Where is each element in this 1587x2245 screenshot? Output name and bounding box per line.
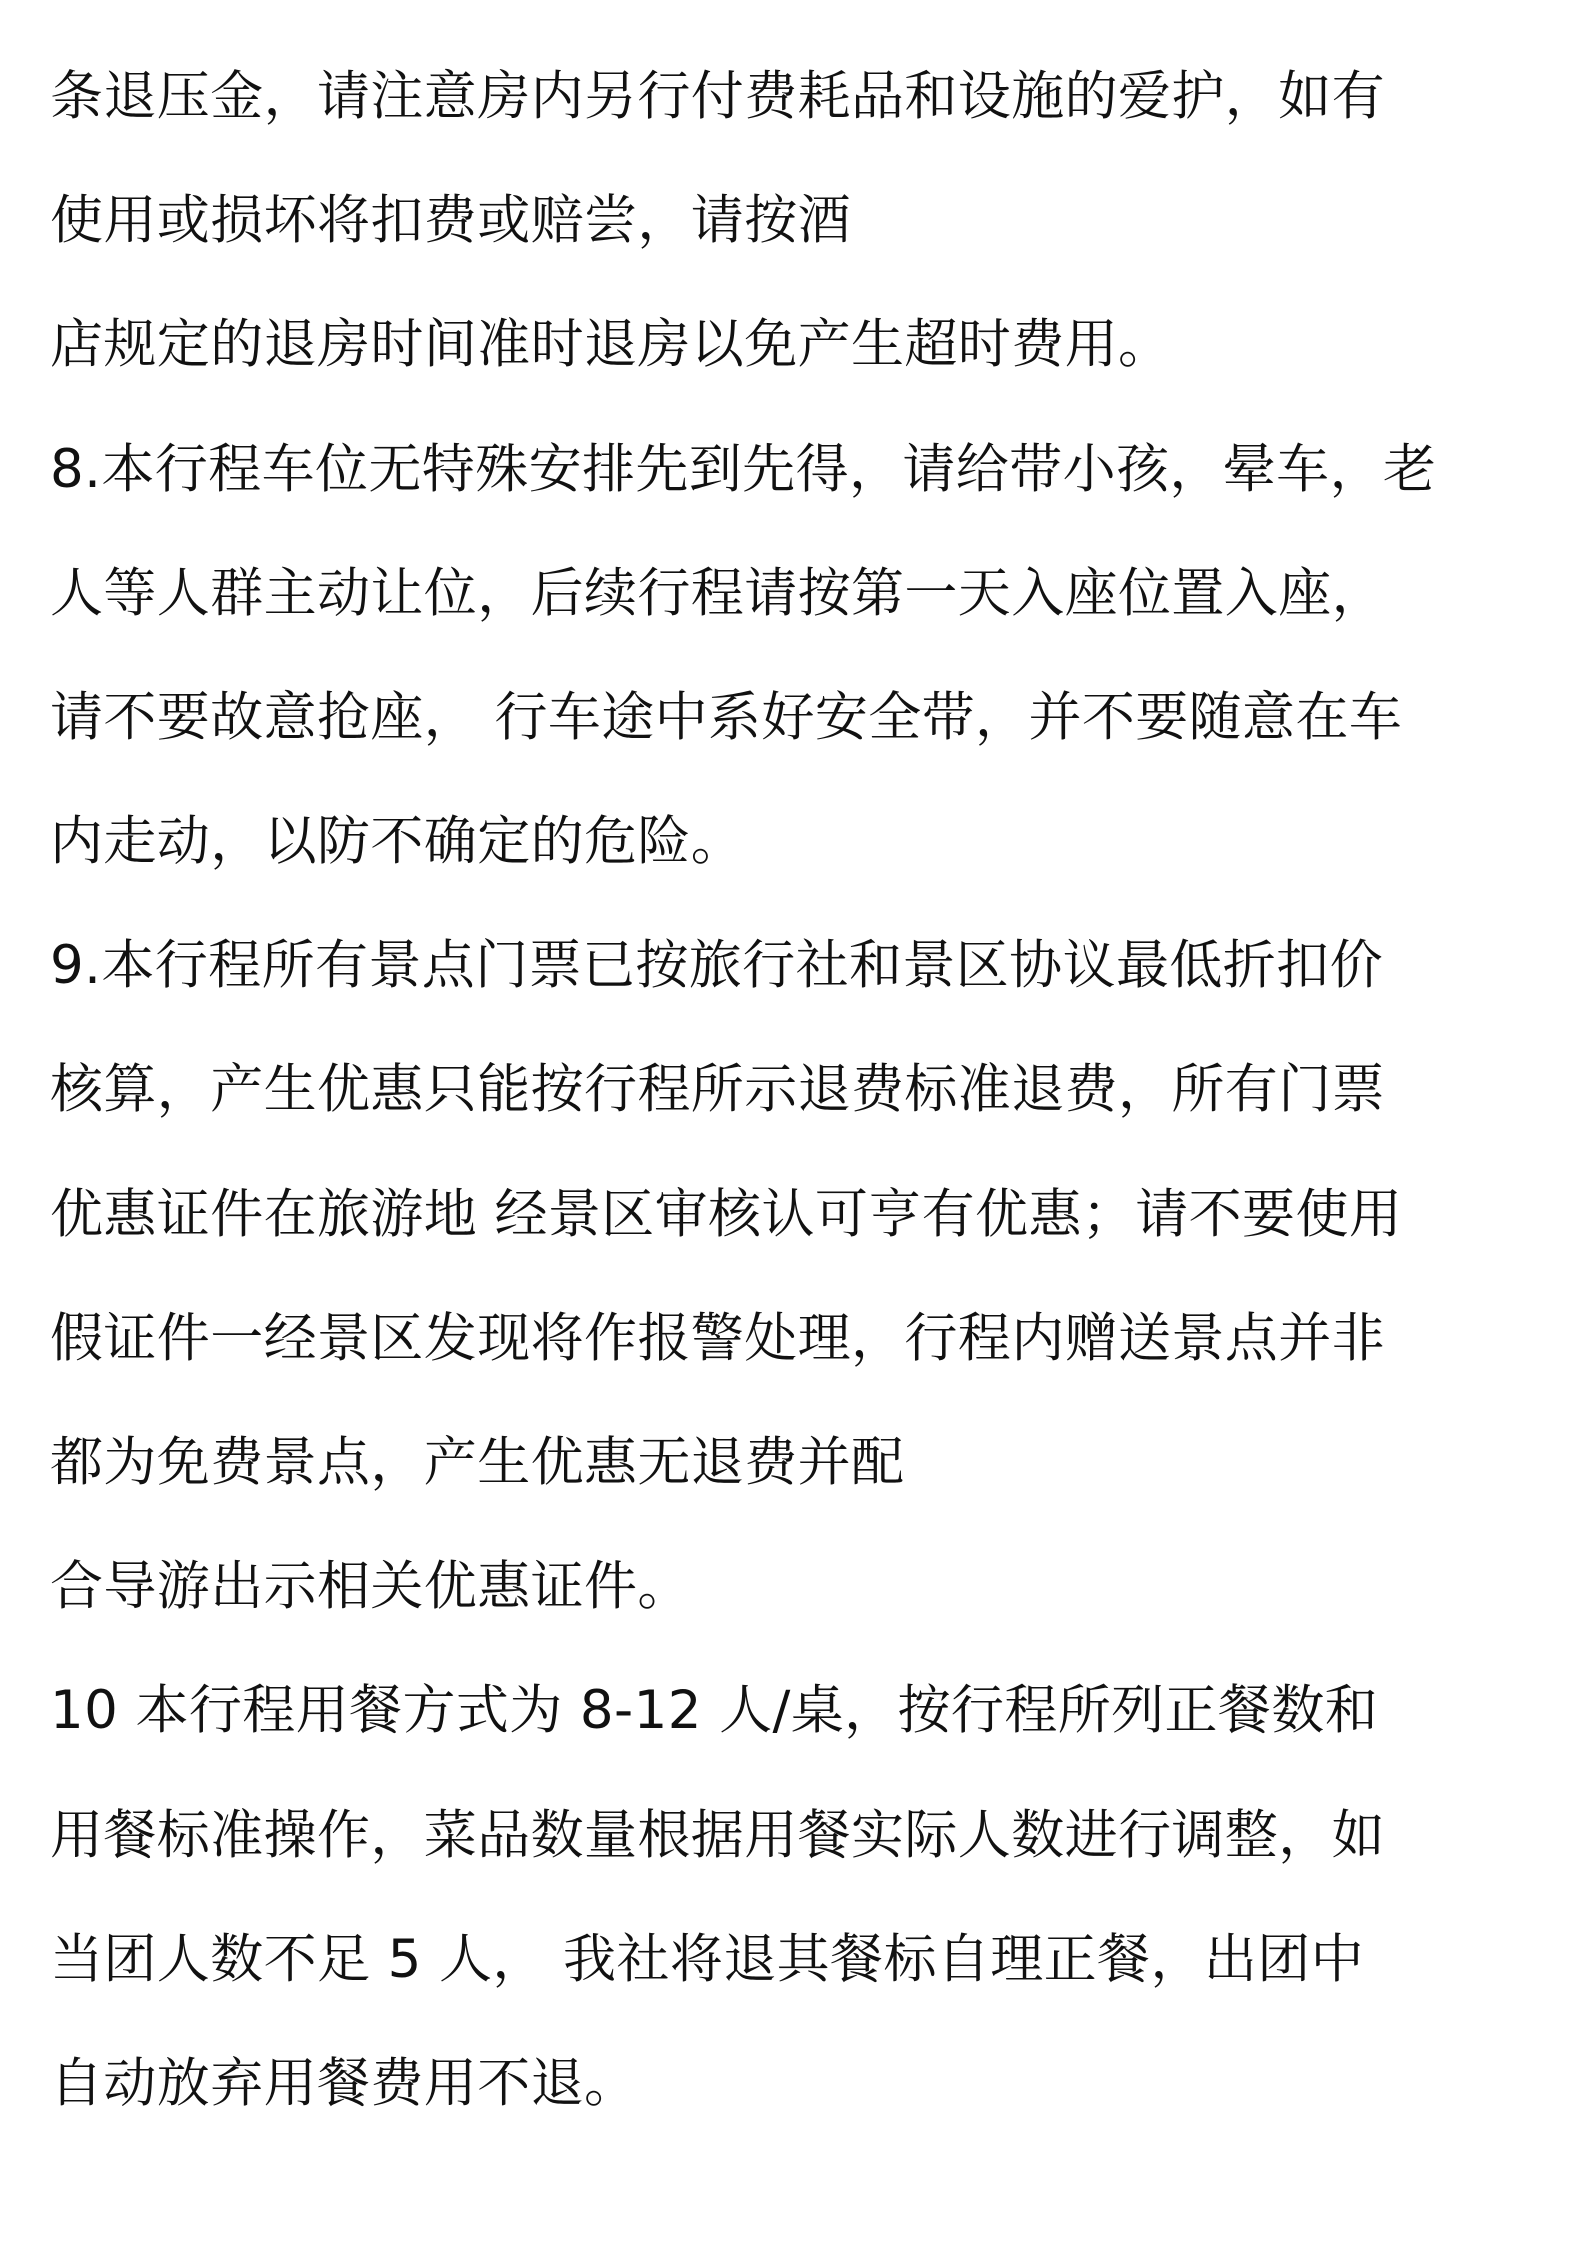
text-line-11: 假证件一经景区发现将作报警处理，行程内赠送景点并非 — [50, 1308, 1385, 1369]
text-line-8: 9.本行程所有景点门票已按旅行社和景区协议最低折扣价 — [50, 935, 1383, 996]
text-line-5: 人等人群主动让位，后续行程请按第一天入座位置入座， — [50, 563, 1385, 624]
text-line-9: 核算，产生优惠只能按行程所示退费标准退费，所有门票 — [50, 1059, 1385, 1120]
text-line-13: 合导游出示相关优惠证件。 — [50, 1556, 691, 1617]
text-line-16: 当团人数不足 5 人， 我社将退其餐标自理正餐，出团中 — [50, 1929, 1365, 1990]
text-line-3: 店规定的退房时间准时退房以免产生超时费用。 — [50, 314, 1172, 375]
text-line-10: 优惠证件在旅游地 经景区审核认可亨有优惠；请不要使用 — [50, 1184, 1403, 1245]
text-line-1: 条退压金，请注意房内另行付费耗品和设施的爱护，如有 — [50, 66, 1385, 127]
text-line-14: 10 本行程用餐方式为 8-12 人/桌，按行程所列正餐数和 — [50, 1680, 1379, 1741]
text-line-6: 请不要故意抢座， 行车途中系好安全带，并不要随意在车 — [50, 687, 1403, 748]
text-line-4: 8.本行程车位无特殊安排先到先得，请给带小孩，晕车，老 — [50, 439, 1437, 500]
text-line-12: 都为免费景点，产生优惠无退费并配 — [50, 1432, 905, 1493]
text-line-17: 自动放弃用餐费用不退。 — [50, 2053, 638, 2114]
text-line-15: 用餐标准操作，菜品数量根据用餐实际人数进行调整，如 — [50, 1805, 1385, 1866]
text-line-7: 内走动，以防不确定的危险。 — [50, 811, 745, 872]
text-line-2: 使用或损坏将扣费或赔尝，请按酒 — [50, 190, 851, 251]
